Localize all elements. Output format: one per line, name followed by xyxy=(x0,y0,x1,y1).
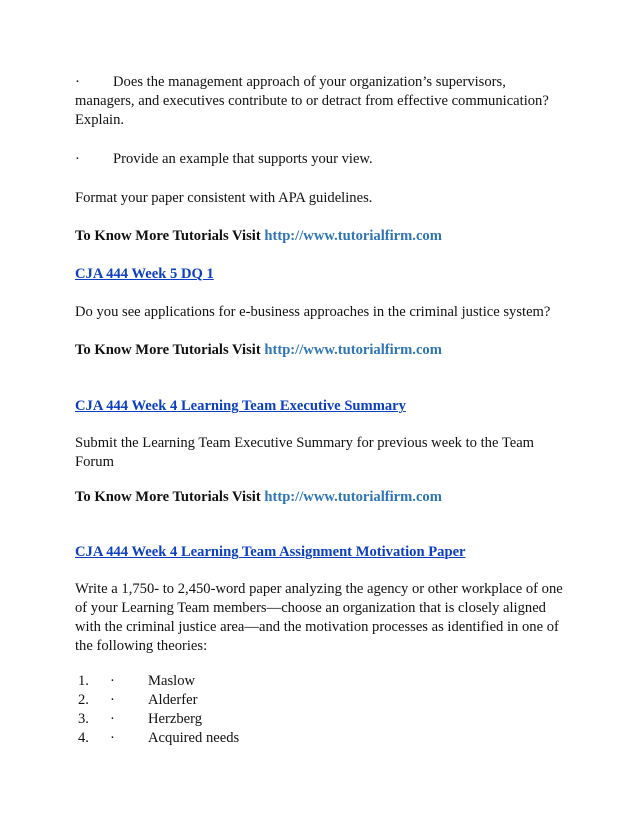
tutorial-link[interactable]: http://www.tutorialfirm.com xyxy=(264,489,442,505)
list-number: 3. xyxy=(78,711,89,727)
tutorial-prefix: To Know More Tutorials Visit xyxy=(75,228,261,244)
tutorial-link[interactable]: http://www.tutorialfirm.com xyxy=(264,228,442,244)
list-bullet: · xyxy=(110,673,115,689)
list-number: 4. xyxy=(78,730,89,746)
section-body: Submit the Learning Team Executive Summary for previous week to the Team Forum xyxy=(75,435,535,470)
list-number: 2. xyxy=(78,692,89,708)
tutorial-prefix: To Know More Tutorials Visit xyxy=(75,489,261,505)
section-heading-link[interactable]: CJA 444 Week 4 Learning Team Executive Summary xyxy=(75,398,406,414)
section-heading xyxy=(75,265,565,284)
bullet-dot: · xyxy=(75,151,80,167)
bullet-text-continuation: managers, and executives contribute to or detract from effective communication? Explain. xyxy=(75,93,549,128)
section-heading-link[interactable]: CJA 444 Week 4 Learning Team Assignment Motivation Paper xyxy=(75,544,466,560)
tutorial-line xyxy=(75,488,565,507)
list-bullet: · xyxy=(110,692,115,708)
section-heading-link[interactable]: CJA 444 Week 5 DQ 1 xyxy=(75,266,214,282)
section-heading xyxy=(75,543,565,562)
list-bullet: · xyxy=(110,711,115,727)
bullet-dot: · xyxy=(75,74,80,90)
list-label: Maslow xyxy=(148,673,196,689)
section-heading xyxy=(75,397,565,416)
tutorial-line xyxy=(75,341,565,360)
bullet-text-first-line: Does the management approach of your organization’s supervisors, xyxy=(113,74,506,90)
tutorial-link[interactable]: http://www.tutorialfirm.com xyxy=(264,342,442,358)
list-bullet: · xyxy=(110,730,115,746)
list-label: Alderfer xyxy=(148,692,198,708)
list-label: Herzberg xyxy=(148,711,203,727)
tutorial-prefix: To Know More Tutorials Visit xyxy=(75,342,261,358)
section-body: Do you see applications for e-business approaches in the criminal justice system? xyxy=(75,304,551,320)
tutorial-line xyxy=(75,227,565,246)
format-instruction: Format your paper consistent with APA guidelines. xyxy=(75,190,373,206)
list-number: 1. xyxy=(78,673,89,689)
bullet-text: Provide an example that supports your view. xyxy=(113,151,373,167)
list-label: Acquired needs xyxy=(148,730,240,746)
section-body: Write a 1,750- to 2,450-word paper analyzing the agency or other workplace of one of your Learning Team members—choose an organization that is closely aligned with the criminal justice area—and the motivation processes as identified in one of the following theories: xyxy=(75,581,563,654)
